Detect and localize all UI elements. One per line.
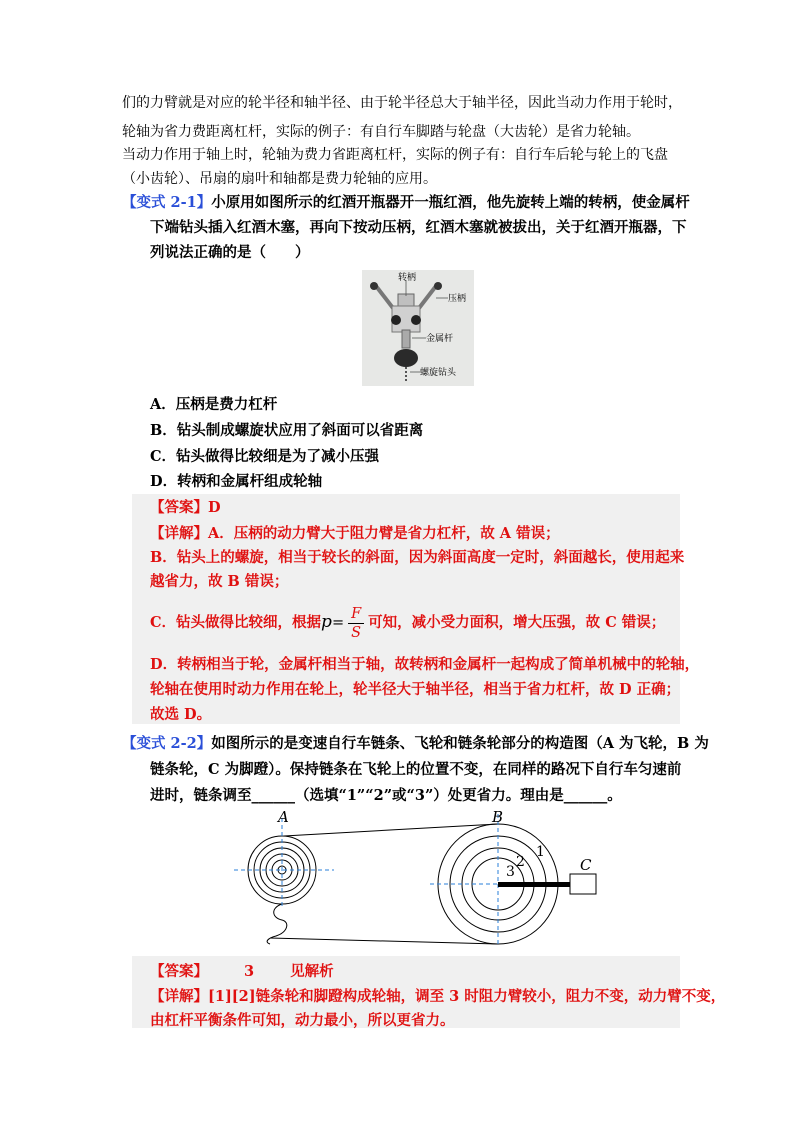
left-lever-tip <box>370 282 378 290</box>
formula-numerator: F <box>348 605 364 624</box>
q2-answer-2: 见解析 <box>290 963 334 980</box>
q1-text-2: 下端钻头插入红酒木塞，再向下按动压柄，红酒木塞就被拔出，关于红酒开瓶器，下 <box>150 219 687 236</box>
q1-option-d: D．转柄和金属杆组成轮轴 <box>150 473 323 490</box>
q2-answer-line <box>150 962 334 982</box>
q1-detail-b2: 越省力，故 B 错误； <box>150 573 289 590</box>
q1-detail-c-pre: C．钻头做得比较细，根据 <box>150 614 322 631</box>
q1-option-c: C．钻头做得比较细是为了减小压强 <box>150 448 380 465</box>
q2-text-1: 如图所示的是变速自行车链条、飞轮和链条轮部分的构造图（A 为飞轮，B 为 <box>211 735 709 752</box>
stopper-cap <box>394 349 418 367</box>
left-gear <box>391 315 401 325</box>
q1-stem-line-1 <box>122 193 690 213</box>
q1-option-b: B．钻头制成螺旋状应用了斜面可以省距离 <box>150 422 424 439</box>
right-lever-tip <box>434 282 442 290</box>
formula-equals: = <box>331 615 345 631</box>
q1-detail-d3: 故选 D。 <box>150 706 212 723</box>
formula-p: p <box>321 612 332 632</box>
chain-figure <box>230 808 610 948</box>
label-press: 压柄 <box>448 294 467 304</box>
q2-answer-1: 3 <box>244 963 255 980</box>
q1-detail-b1: B．钻头上的螺旋，相当于较长的斜面，因为斜面高度一定时，斜面越长，使用起来 <box>150 549 685 566</box>
intro-line-4: （小齿轮）、吊扇的扇叶和轴都是费力轮轴的应用。 <box>122 171 437 187</box>
label-rod: 金属杆 <box>426 334 454 344</box>
label-a: A <box>278 808 289 826</box>
chain-top <box>284 824 498 836</box>
pedal-c <box>570 874 596 894</box>
q1-answer: 【答案】D <box>150 499 221 516</box>
corkscrew-figure <box>362 270 474 386</box>
q2-answer-tag: 【答案】 <box>150 963 208 980</box>
q2-detail-2: 由杠杆平衡条件可知，动力最小，所以更省力。 <box>150 1012 455 1029</box>
label-1: 1 <box>536 844 545 860</box>
q1-text-3: 列说法正确的是（ ） <box>150 244 310 261</box>
q1-tag: 【变式 2-1】 <box>122 194 212 211</box>
q2-stem-line-1 <box>122 734 709 754</box>
chain-bottom <box>270 938 498 944</box>
intro-line-3: 当动力作用于轴上时，轮轴为费力省距离杠杆，实际的例子有：自行车后轮与轮上的飞盘 <box>122 147 668 163</box>
formula-denominator: S <box>351 624 362 641</box>
label-c: C <box>580 856 592 874</box>
label-handle: 转柄 <box>398 273 417 283</box>
q1-option-a: A．压柄是费力杠杆 <box>150 396 278 413</box>
formula-fraction <box>348 605 364 642</box>
q2-tag: 【变式 2-2】 <box>122 735 212 752</box>
q1-detail-c <box>150 602 665 643</box>
intro-line-1: 们的力臂就是对应的轮半径和轴半径、由于轮半径总大于轴半径，因此当动力作用于轮时， <box>122 95 682 111</box>
metal-rod-shape <box>402 330 410 348</box>
intro-line-2: 轮轴为省力费距离杠杆，实际的例子：有自行车脚踏与轮盘（大齿轮）是省力轮轴。 <box>122 124 640 140</box>
q2-text-2: 链条轮，C 为脚蹬）。保持链条在飞轮上的位置不变，在同样的路况下自行车匀速前 <box>150 761 682 778</box>
q2-detail-1: 【详解】[1][2]链条轮和脚蹬构成轮轴，调至 3 时阻力臂较小，阻力不变，动力臂不变， <box>150 988 726 1005</box>
q1-detail-d2: 轮轴在使用时动力作用在轮上，轮半径大于轴半径，相当于省力杠杆，故 D 正确； <box>150 681 681 698</box>
label-3: 3 <box>506 864 515 880</box>
right-gear <box>411 315 421 325</box>
label-2: 2 <box>516 854 525 870</box>
q1-detail-a: 【详解】A．压柄的动力臂大于阻力臂是省力杠杆，故 A 错误； <box>150 525 560 542</box>
q2-text-3: 进时，链条调至______（选填“1”“2”或“3”）处更省力。理由是______。 <box>150 787 622 804</box>
label-drill: 螺旋钻头 <box>420 368 457 378</box>
q1-detail-d1: D．转柄相当于轮，金属杆相当于轴，故转柄和金属杆一起构成了简单机械中的轮轴， <box>150 656 700 673</box>
q1-text-1: 小原用如图所示的红酒开瓶器开一瓶红酒，他先旋转上端的转柄，使金属杆 <box>211 194 690 211</box>
pedal-crank <box>498 882 570 887</box>
q1-detail-c-post: 可知，减小受力面积，增大压强，故 C 错误； <box>368 614 666 631</box>
label-b: B <box>492 808 504 826</box>
